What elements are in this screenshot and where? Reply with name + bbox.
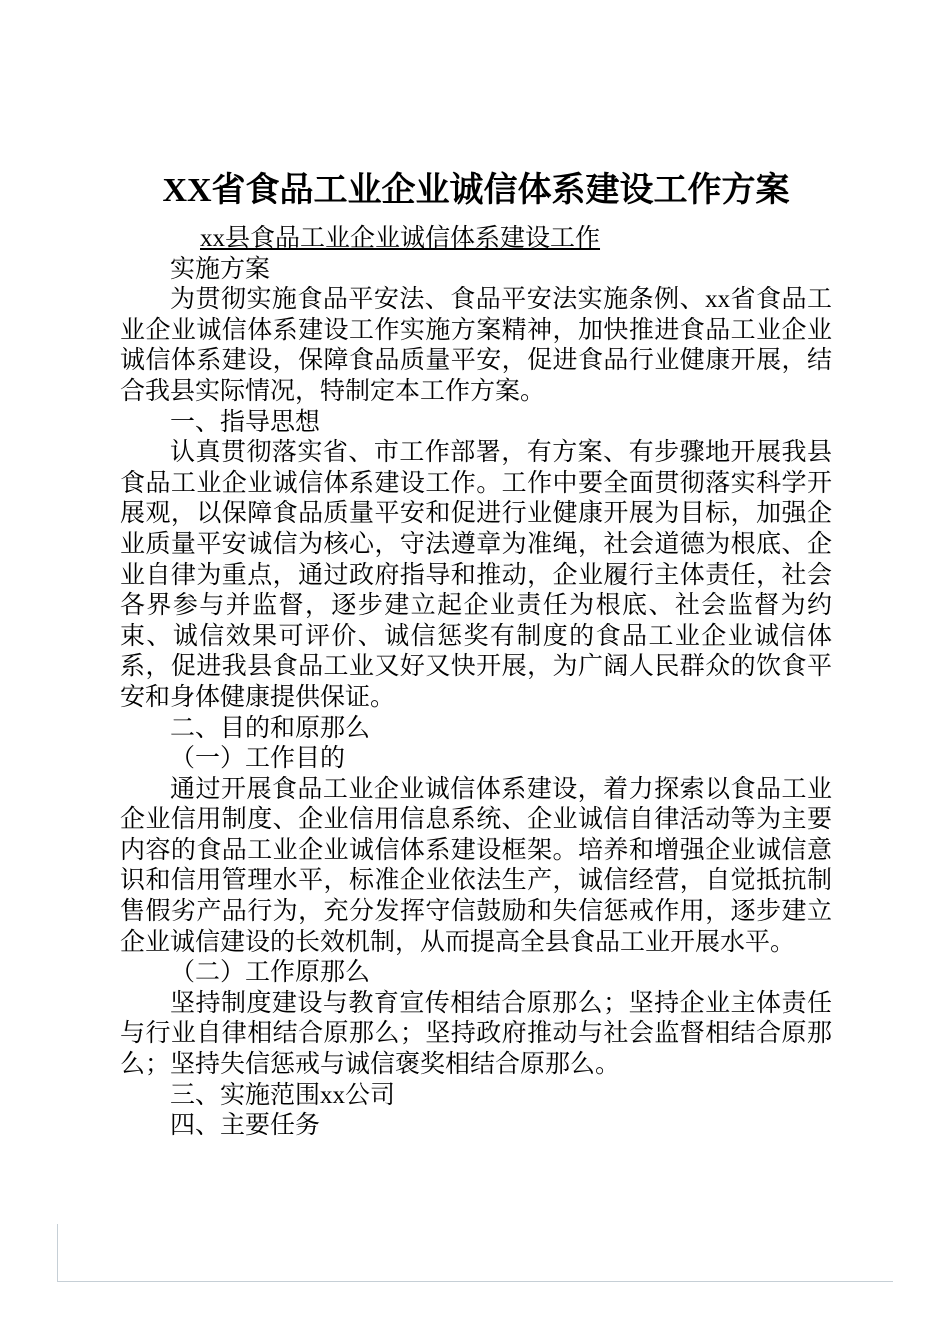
- document-content: [120, 170, 832, 1142]
- paragraph: [120, 255, 832, 286]
- paragraph-text: （二）工作原那么: [170, 959, 371, 987]
- paragraph: [120, 438, 832, 713]
- paragraph: [120, 989, 832, 1081]
- paragraph: [120, 1081, 832, 1112]
- paragraph-text: （一）工作目的: [170, 745, 346, 773]
- paragraph-text: xx县食品工业企业诚信体系建设工作: [200, 225, 601, 252]
- paragraph-text: 为贯彻实施食品平安法、食品平安法实施条例、xx省食品工业企业诚信体系建设工作实施方案精神，加快推进食品工业企业诚信体系建设，保障食品质量平安，促进食品行业健康开展，结合我县实际情况，特制定本工作方案。: [120, 286, 832, 405]
- paragraph: [120, 408, 832, 439]
- page-border-left-mark: [57, 1224, 58, 1282]
- paragraph-text: 三、实施范围xx公司: [170, 1081, 396, 1109]
- paragraph: [120, 775, 832, 959]
- document-body: [120, 224, 832, 1142]
- paragraph: [120, 714, 832, 745]
- document-title: XX省食品工业企业诚信体系建设工作方案: [162, 172, 790, 209]
- paragraph: [120, 958, 832, 989]
- paragraph: [120, 1111, 832, 1142]
- page-border-bottom-mark: [57, 1281, 893, 1282]
- paragraph-text: 二、目的和原那么: [170, 714, 371, 742]
- paragraph-text: 通过开展食品工业企业诚信体系建设，着力探索以食品工业企业信用制度、企业信用信息系统、企业诚信自律活动等为主要内容的食品工业企业诚信体系建设框架。培养和增强企业诚信意识和信用管理水平，标准企业依法生产，诚信经营，自觉抵抗制售假劣产品行为，充分发挥守信鼓励和失信惩戒作用，逐步建立企业诚信建设的长效机制，从而提高全县食品工业开展水平。: [120, 775, 832, 956]
- paragraph-text: 四、主要任务: [170, 1112, 321, 1140]
- paragraph: [120, 224, 832, 255]
- paragraph-text: 坚持制度建设与教育宣传相结合原那么；坚持企业主体责任与行业自律相结合原那么；坚持政府推动与社会监督相结合原那么；坚持失信惩戒与诚信褒奖相结合原那么。: [120, 989, 832, 1079]
- paragraph-text: 认真贯彻落实省、市工作部署，有方案、有步骤地开展我县食品工业企业诚信体系建设工作。工作中要全面贯彻落实科学开展观，以保障食品质量平安和促进行业健康开展为目标，加强企业质量平安诚信为核心，守法遵章为准绳，社会道德为根底、企业自律为重点，通过政府指导和推动，企业履行主体责任，社会各界参与并监督，逐步建立起企业责任为根底、社会监督为约束、诚信效果可评价、诚信惩奖有制度的食品工业企业诚信体系，促进我县食品工业又好又快开展，为广阔人民群众的饮食平安和身体健康提供保证。: [120, 439, 832, 711]
- paragraph: [120, 744, 832, 775]
- paragraph: [120, 285, 832, 407]
- paragraph-text: 实施方案: [170, 255, 271, 283]
- paragraph-text: 一、指导思想: [170, 408, 321, 436]
